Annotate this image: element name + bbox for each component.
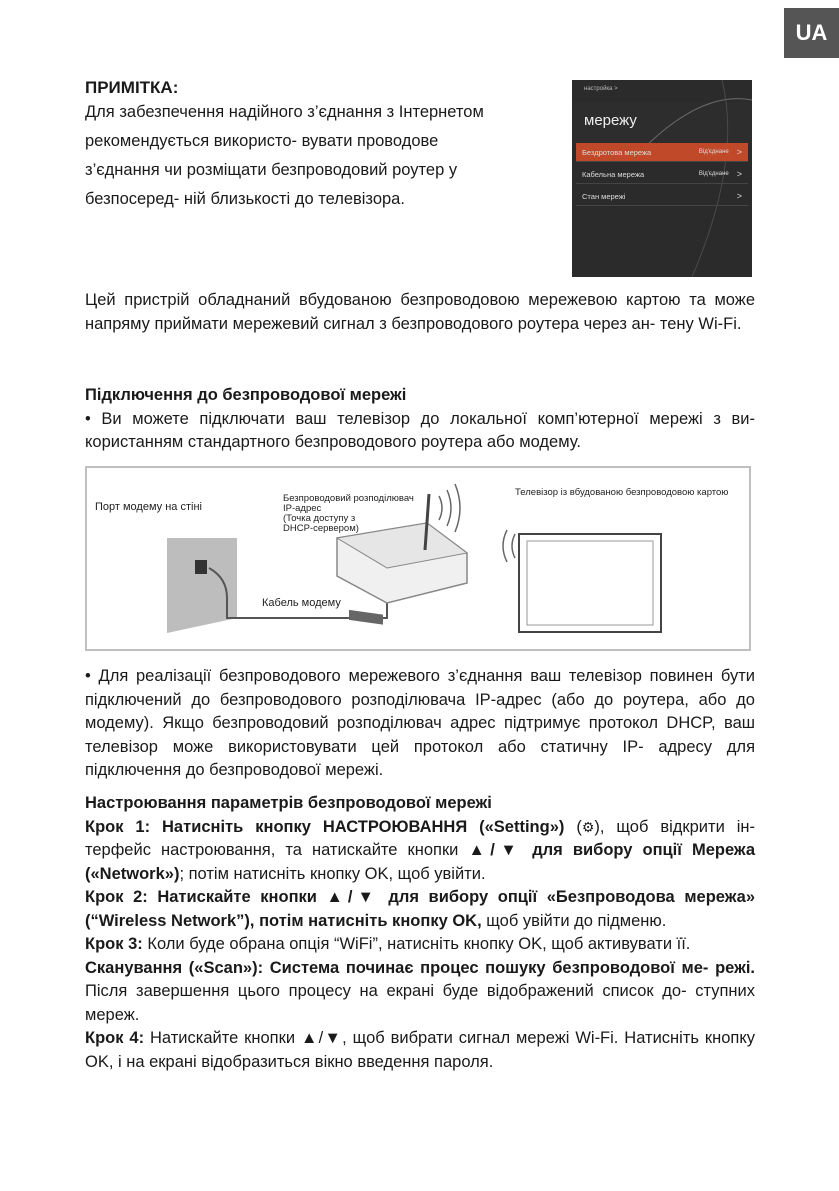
step-4-text: Натискайте кнопки ▲/▼, щоб вибрати сигнал мережі Wi-Fi. Натисніть кнопку OK, і на екрані відобразиться вікно введення пароля. [85,1029,755,1071]
wall-socket-icon [195,560,207,574]
wall-port-label: Порт модему на стіні [95,501,202,513]
scan-bold: Сканування («Scan»): Система починає процес пошуку безпроводової ме- режі. [85,958,755,977]
step-1 [85,816,755,887]
step-1-text: ( [564,817,582,836]
language-tab: UA [784,8,839,58]
router-label-line: (Точка доступу з [283,513,356,524]
menu-item-label: Стан мережі [582,191,626,201]
step-2 [85,886,755,933]
menu-item-status: Від'єднане [698,171,729,177]
step-2-text: щоб увійти до підменю. [481,911,667,930]
section-heading: Підключення до безпроводової мережі [85,386,407,404]
step-3-bold: Крок 3: [85,935,143,953]
tv-icon [519,534,661,632]
menu-title: мережу [584,112,637,129]
scan-text: Після завершення цього процесу на екрані буде відображений список до- ступних мереж. [85,982,755,1024]
router-label-line: Безпроводовий розподілювач [283,493,414,504]
breadcrumb: настройка > [584,86,618,92]
connection-diagram [85,466,751,651]
note-line: рекомендується використо- вувати проводове [85,132,439,150]
step-4 [85,1027,755,1074]
gear-icon: ⚙ [581,818,595,835]
step-1-text: ; потім натисніть кнопку OK, щоб увійти. [179,864,486,883]
menu-item-network-status[interactable] [576,187,748,206]
step-2-bold: Крок 2: Натискайте кнопки ▲/▼ для вибору опції «Безпроводова мережа» (“Wireless Network”), потім натисніть кнопку OK, [85,888,755,930]
step-1-bold: Крок 1: Натисніть кнопку НАСТРОЮВАННЯ («Setting») [85,817,565,836]
dhcp-paragraph: • Для реалізації безпроводового мережевого з’єднання ваш телевізор повинен бути підключений до безпроводового розподілювача IP-адрес (або до роутера, або до модему). Якщо безпроводовий розподілювач адрес підтримує протокол DHCP, ваш телевізор може використовувати цей протокол або статичну IP- адресу для підключення до безпроводової мережі. [85,667,755,779]
scan-step [85,957,755,1028]
intro-paragraph: Цей пристрій обладнаний вбудованою безпроводовою мережевою картою та може напряму приймати мережевий сигнал з безпроводового роутера через ан- тену Wi-Fi. [85,291,755,333]
chevron-right-icon: > [736,191,742,201]
menu-item-label: Бездротова мережа [582,147,652,157]
menu-item-label: Кабельна мережа [582,169,645,179]
wireless-section [85,384,755,455]
step-3-text: Коли буде обрана опція “WiFi”, натисніть кнопку OK, щоб активувати її. [142,935,691,953]
step-1-text: ), щоб відкрити ін- терфейс настроювання, та натискайте кнопки [85,817,755,859]
chevron-right-icon: > [736,147,742,157]
router-label-line: IP-адрес [283,503,322,514]
menu-item-status: Від'єднане [698,149,729,155]
tv-network-menu-screenshot [572,80,752,277]
router-label [283,494,414,534]
step-3 [85,933,755,957]
router-label-line: DHCP-сервером) [283,523,359,534]
section-heading: Настроювання параметрів безпроводової мережі [85,794,492,812]
note-line: з’єднання чи розміщати безпроводовий роутер у [85,161,458,179]
note-line: безпосеред- ній близькості до телевізора. [85,190,405,208]
note-block [85,78,545,214]
note-heading: ПРИМІТКА: [85,78,179,97]
step-4-bold: Крок 4: [85,1029,145,1047]
step-1-bold: ▲/▼ для вибору опції Мережа («Network») [85,841,755,883]
menu-item-wireless[interactable] [576,143,748,162]
note-line: Для забезпечення надійного з’єднання з Інтернетом [85,103,484,121]
menu-item-wired[interactable] [576,165,748,184]
cable-label: Кабель модему [262,597,341,609]
section-text: • Ви можете підключати ваш телевізор до локальної комп’ютерної мережі з ви- користанням стандартного безпроводового роутера або модему. [85,409,755,451]
chevron-right-icon: > [736,169,742,179]
setup-section [85,792,755,1074]
tv-label: Телевізор із вбудованою безпроводовою картою [515,487,729,498]
